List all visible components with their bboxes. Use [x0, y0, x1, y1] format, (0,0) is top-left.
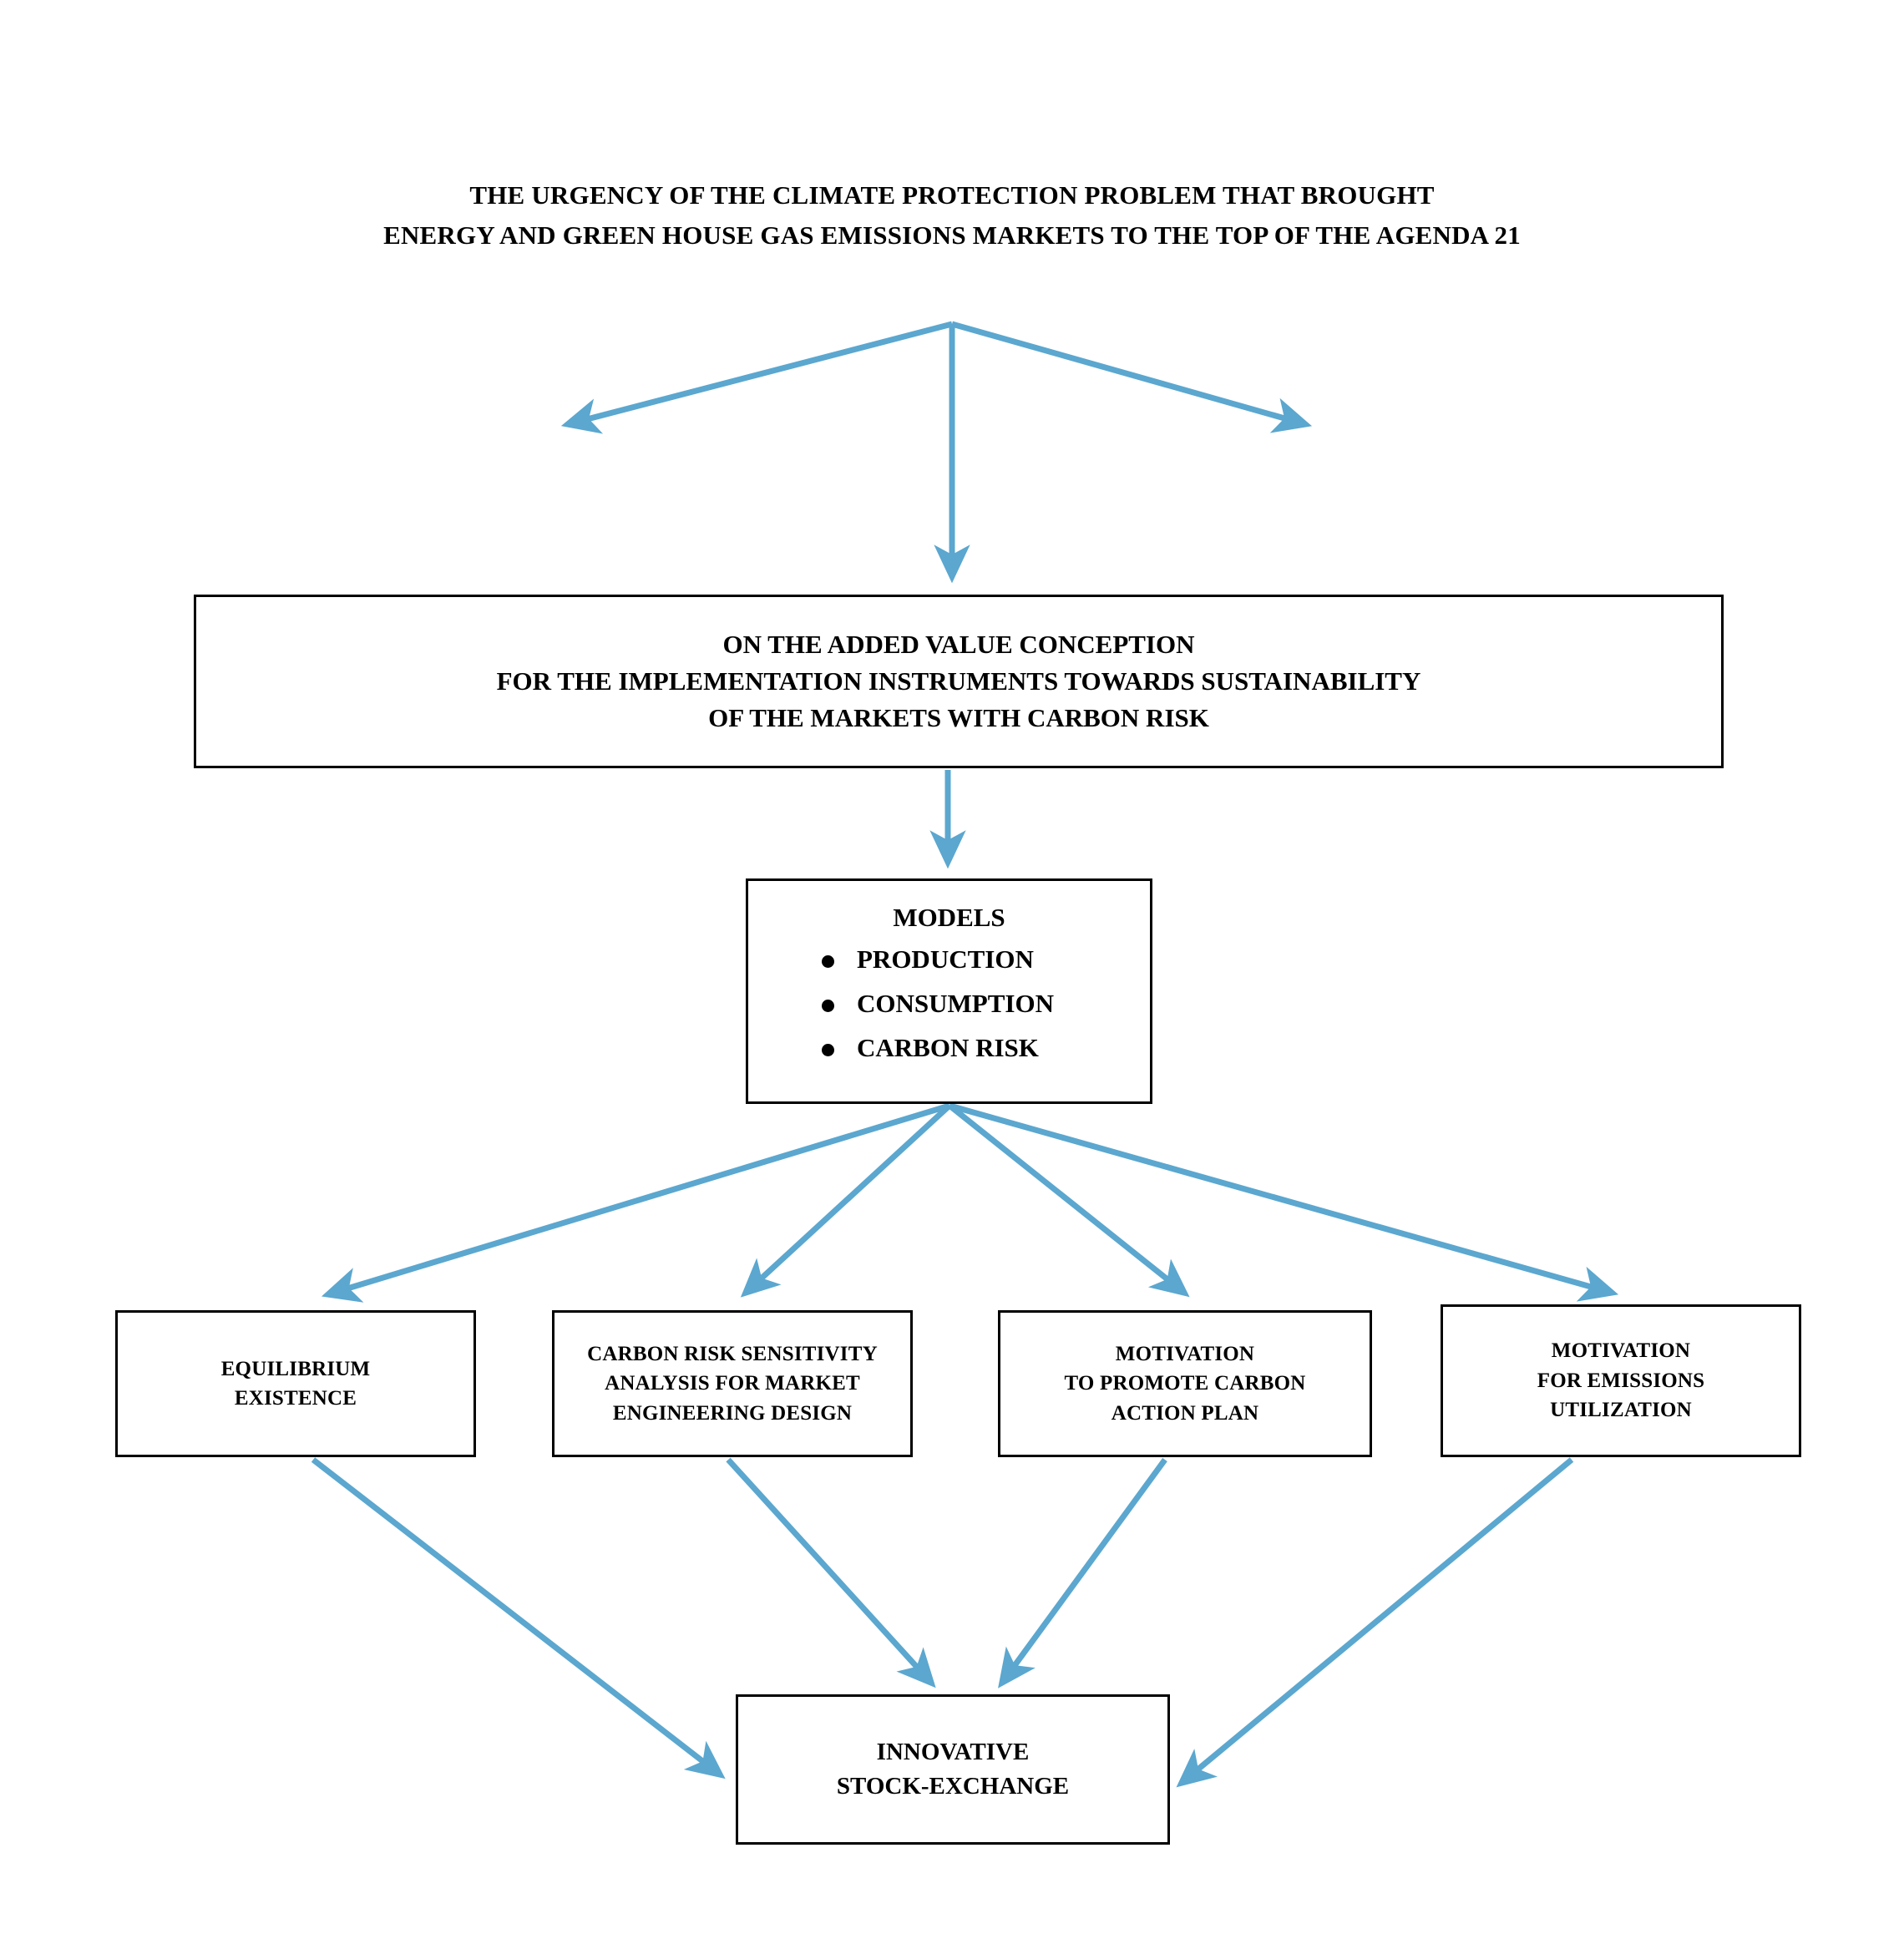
added-value-line-1: ON THE ADDED VALUE CONCEPTION	[722, 629, 1195, 659]
utilization-line-1: MOTIVATION	[1551, 1339, 1691, 1363]
models-list-item-consumption: CONSUMPTION	[822, 985, 1054, 1022]
node-motivation-emissions-utilization	[1441, 1304, 1801, 1457]
diagram-title-line-1: THE URGENCY OF THE CLIMATE PROTECTION PROBLEM THAT BROUGHT	[469, 180, 1435, 210]
sensitivity-line-2: ANALYSIS FOR MARKET	[605, 1372, 860, 1395]
models-list-item-production: PRODUCTION	[822, 941, 1054, 978]
node-innovative-stock-exchange	[736, 1694, 1170, 1845]
sensitivity-line-3: ENGINEERING DESIGN	[612, 1401, 853, 1425]
added-value-line-3: OF THE MARKETS WITH CARBON RISK	[708, 703, 1209, 732]
equilibrium-line-2: EXISTENCE	[234, 1387, 357, 1410]
models-list-item-carbon-risk: CARBON RISK	[822, 1030, 1054, 1066]
node-added-value-conception	[194, 595, 1724, 768]
node-motivation-carbon-action-plan	[998, 1310, 1372, 1457]
action-plan-line-2: TO PROMOTE CARBON	[1064, 1372, 1306, 1395]
stock-exchange-line-2: STOCK-EXCHANGE	[836, 1773, 1070, 1800]
diagram-title-line-2: ENERGY AND GREEN HOUSE GAS EMISSIONS MARKETS TO THE TOP OF THE AGENDA 21	[383, 220, 1521, 251]
added-value-line-2: FOR THE IMPLEMENTATION INSTRUMENTS TOWARDS SUSTAINABILITY	[496, 666, 1421, 696]
action-plan-line-1: MOTIVATION	[1115, 1342, 1255, 1365]
action-plan-line-3: ACTION PLAN	[1111, 1401, 1259, 1425]
utilization-line-2: FOR EMISSIONS	[1537, 1369, 1705, 1392]
sensitivity-line-1: CARBON RISK SENSITIVITY	[587, 1342, 878, 1365]
models-heading: MODELS	[893, 903, 1005, 932]
diagram-title	[284, 175, 1620, 256]
equilibrium-line-1: EQUILIBRIUM	[220, 1357, 371, 1380]
utilization-line-3: UTILIZATION	[1550, 1399, 1692, 1422]
node-carbon-risk-sensitivity	[552, 1310, 913, 1457]
node-models	[746, 878, 1152, 1104]
node-equilibrium-existence	[115, 1310, 476, 1457]
models-list	[748, 941, 1054, 1074]
stock-exchange-line-1: INNOVATIVE	[876, 1738, 1030, 1765]
